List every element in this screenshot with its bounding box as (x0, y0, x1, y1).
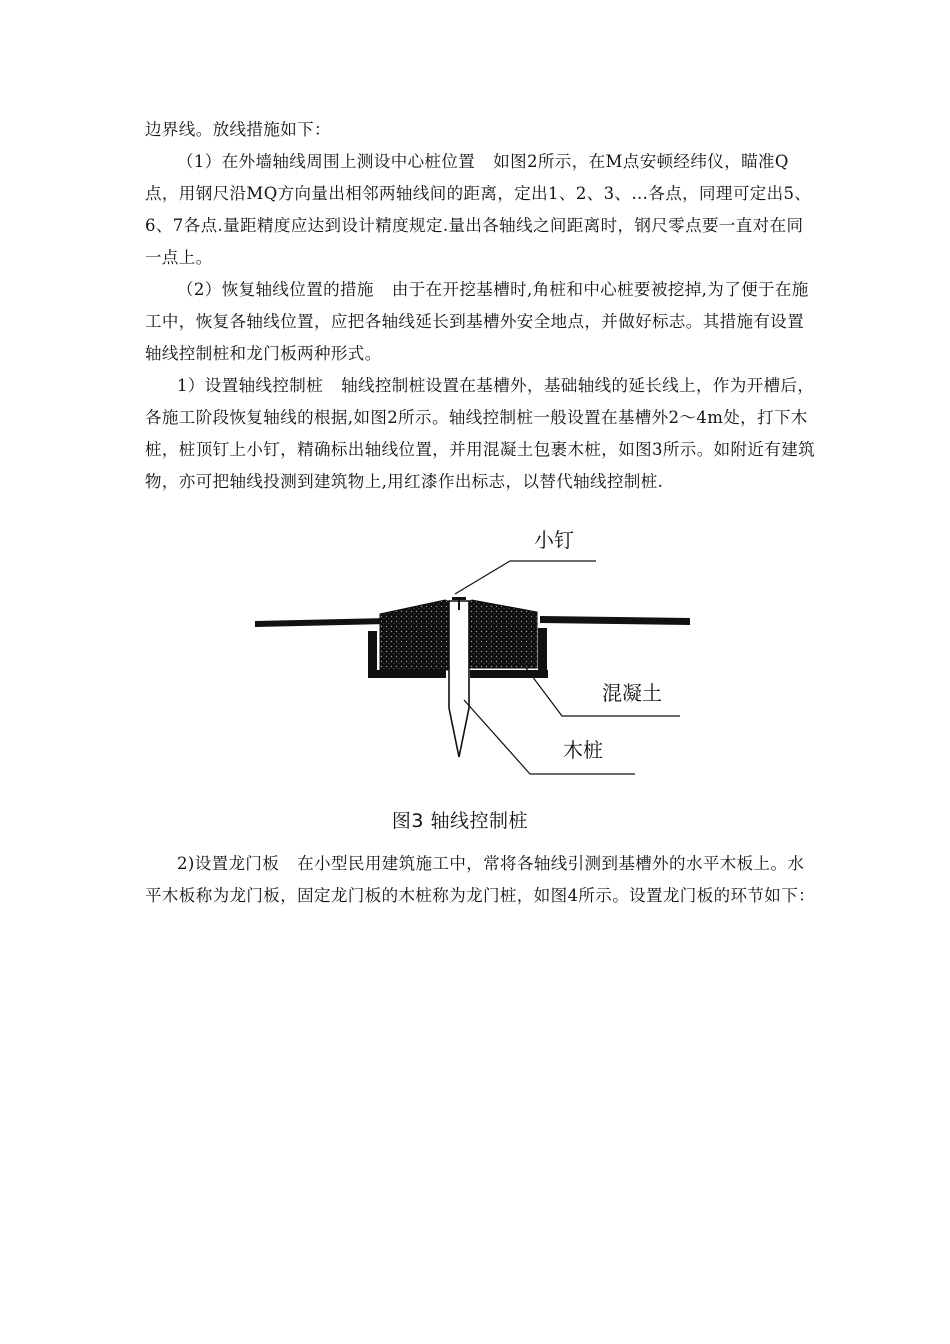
paragraph-1 (145, 114, 815, 146)
wooden-stake (449, 601, 469, 757)
paragraph-3 (145, 274, 815, 370)
pit-bottom-left (368, 670, 446, 678)
label-stake: 木桩 (563, 738, 603, 762)
paragraph-5-text: 在小型民用建筑施工中，常将各轴线引测到基槽外的水平木板上。水平木板称为龙门板，固定龙门板的木桩称为龙门桩，如图4所示。设置龙门板的环节如下： (145, 854, 815, 905)
text-block-bottom (145, 848, 815, 912)
pit-bottom-right (470, 670, 548, 678)
paragraph-2-text: 如图2所示，在M点安顿经纬仪，瞄准Q点，用钢尺沿MQ方向量出相邻两轴线间的距离，定出1、2、3、…各点，同理可定出5、6、7各点.量距精度应达到设计精度规定.量出各轴线之间距离时，钢尺零点要一直对在同一点上。 (145, 152, 812, 267)
paragraph-5-lead: 2)设置龙门板 (177, 854, 280, 873)
ground-line-left (255, 618, 385, 627)
paragraph-5 (145, 848, 815, 912)
text-block-top (145, 114, 815, 498)
ground-line-right (540, 616, 690, 625)
leader-nail (455, 561, 596, 594)
paragraph-3-text: 由于在开挖基槽时,角桩和中心桩要被挖掉,为了便于在施工中，恢复各轴线位置，应把各轴线延长到基槽外安全地点，并做好标志。其措施有设置轴线控制桩和龙门板两种形式。 (145, 280, 809, 363)
figure-caption: 图3 轴线控制桩 (391, 810, 529, 832)
paragraph-4 (145, 370, 815, 498)
pit-wall-left (368, 631, 377, 674)
figure-axis-control-stake (240, 510, 710, 800)
paragraph-4-lead: 1）设置轴线控制桩 (177, 376, 324, 395)
paragraph-2-lead: （1）在外墙轴线周围上测设中心桩位置 (177, 152, 476, 171)
paragraph-2 (145, 146, 815, 274)
label-nail: 小钉 (534, 528, 574, 552)
leader-stake (464, 700, 635, 774)
paragraph-3-lead: （2）恢复轴线位置的措施 (177, 280, 374, 299)
label-concrete: 混凝土 (602, 681, 662, 705)
stake-diagram (240, 510, 710, 800)
paragraph-4-text: 轴线控制桩设置在基槽外，基础轴线的延长线上，作为开槽后，各施工阶段恢复轴线的根据,如图2所示。轴线控制桩一般设置在基槽外2～4m处，打下木桩，桩顶钉上小钉，精确标出轴线位置，并用混凝土包裹木桩，如图3所示。如附近有建筑物，亦可把轴线投测到建筑物上,用红漆作出标志，以替代轴线控制桩. (145, 376, 815, 491)
pit-wall-right (538, 628, 547, 673)
paragraph-1-text: 边界线。放线措施如下： (145, 120, 331, 139)
